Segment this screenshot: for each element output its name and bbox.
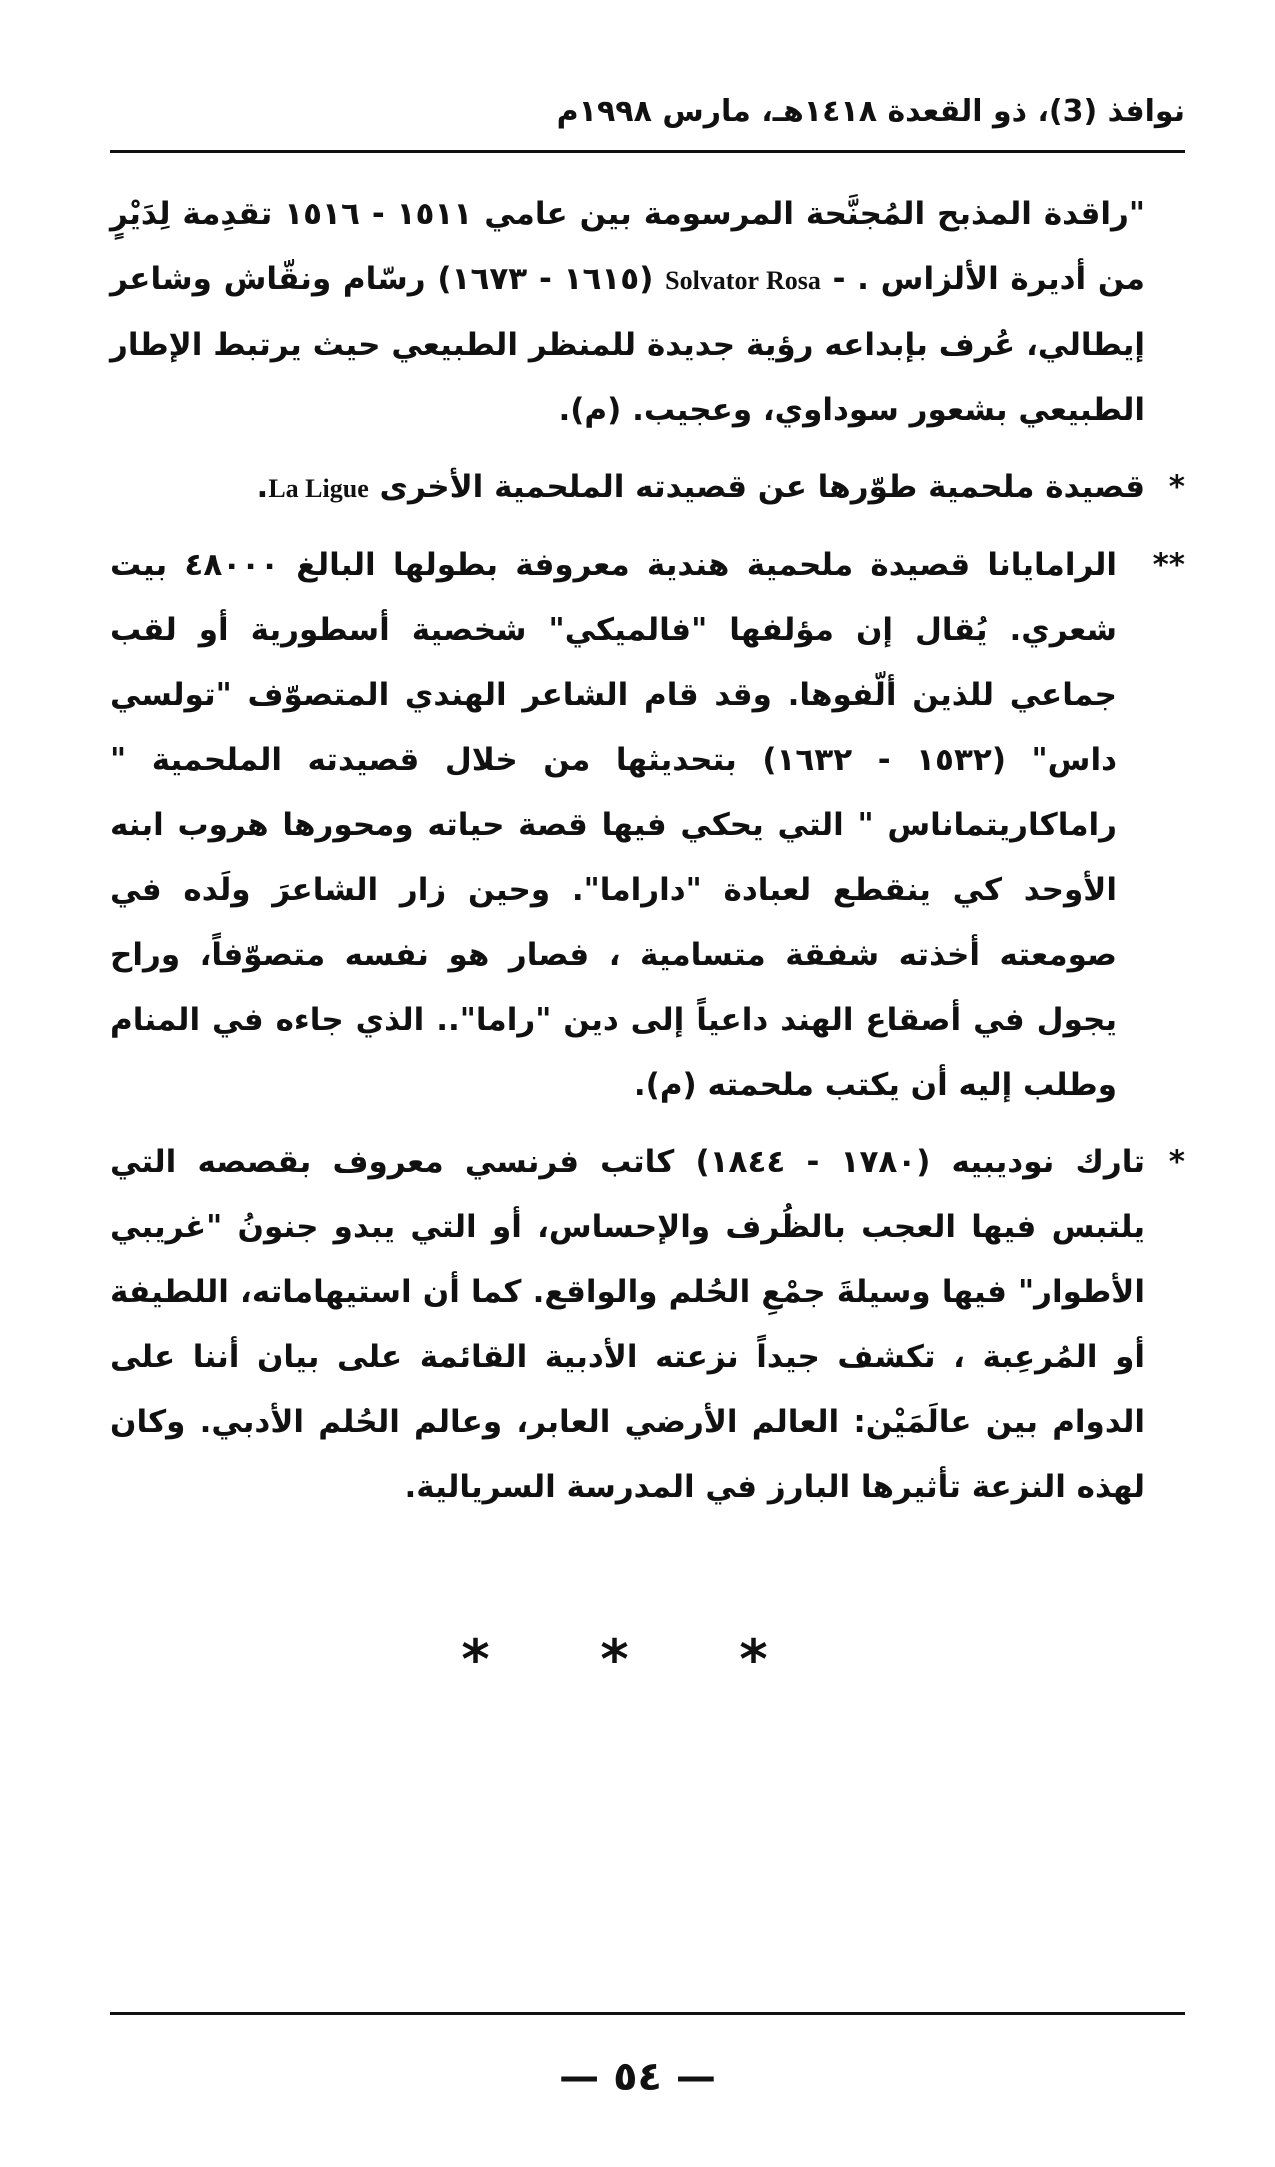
footer-rule xyxy=(110,2012,1185,2015)
header-rule xyxy=(110,150,1185,153)
footnote-text: قصيدة ملحمية طوّرها عن قصيدته الملحمية الأخرى xyxy=(368,469,1145,505)
page-number: — ٥٤ — xyxy=(559,2054,716,2100)
footnote-text: "راقدة المذبح المُجنَّحة المرسومة بين عامي ١٥١١ - ١٥١٦ تقدِمة لِدَيْرٍ من أديرة الألزاس . - xyxy=(110,196,1146,297)
latin-title: La Ligue xyxy=(268,474,369,503)
footnote-marker: * xyxy=(1168,1144,1185,1180)
footnote-text: (١٦١٥ - ١٦٧٣) رسّام ونقّاش وشاعر إيطالي، عُرف بإبداعه رؤية جديدة للمنظر الطبيعي حيث يرتبط الإطار الطبيعي بشعور سوداوي، وعجيب. (م). xyxy=(110,261,1145,428)
running-header: نوافذ (3)، ذو القعدة ١٤١٨هـ، مارس ١٩٩٨م xyxy=(556,94,1185,129)
latin-name: Solvator Rosa xyxy=(665,266,821,295)
footnote-double-star xyxy=(110,533,1185,1118)
footnote-marker: ** xyxy=(1152,547,1185,583)
footnote-text: . xyxy=(256,469,269,505)
footnote-single-star xyxy=(110,455,1185,521)
footnote-marker: * xyxy=(1168,469,1185,505)
section-ornament: * * * xyxy=(461,1628,814,1691)
footnote-text: تارك نوديبيه (١٧٨٠ - ١٨٤٤) كاتب فرنسي معروف بقصصه التي يلتبس فيها العجب بالظُرف والإحساس، أو التي يبدو جنونُ "غريبي الأطوار" فيها وسيلةَ جمْعِ الحُلم والواقع. كما أن استيهاماته، اللطيفة أو المُرعِبة ، تكشف جيداً نزعته الأدبية القائمة على بيان أننا على الدوام بين عالَمَيْن: العالم الأرضي العابر، وعالم الحُلم الأدبي. وكان لهذه النزعة تأثيرها البارز في المدرسة السريالية. xyxy=(110,1144,1145,1505)
footnote-text: الرامايانا قصيدة ملحمية هندية معروفة بطولها البالغ ٤٨٠٠٠ بيت شعري. يُقال إن مؤلفها "فالميكي" شخصية أسطورية أو لقب جماعي للذين ألّفوها. وقد قام الشاعر الهندي المتصوّف "تولسي داس" (١٥٣٢ - ١٦٣٢) بتحديثها من خلال قصيدته الملحمية " راماكاريتماناس " التي يحكي فيها قصة حياته ومحورها هروب ابنه الأوحد كي ينقطع لعبادة "داراما". وحين زار الشاعرَ ولَده في صومعته أخذته شفقة متسامية ، فصار هو نفسه متصوّفاً، وراح يجول في أصقاع الهند داعياً إلى دين "راما".. الذي جاءه في المنام وطلب إليه أن يكتب ملحمته (م). xyxy=(110,547,1117,1103)
footnote-single-star xyxy=(110,1130,1185,1520)
footnotes xyxy=(110,182,1185,1532)
footnote-continuation xyxy=(110,182,1185,443)
